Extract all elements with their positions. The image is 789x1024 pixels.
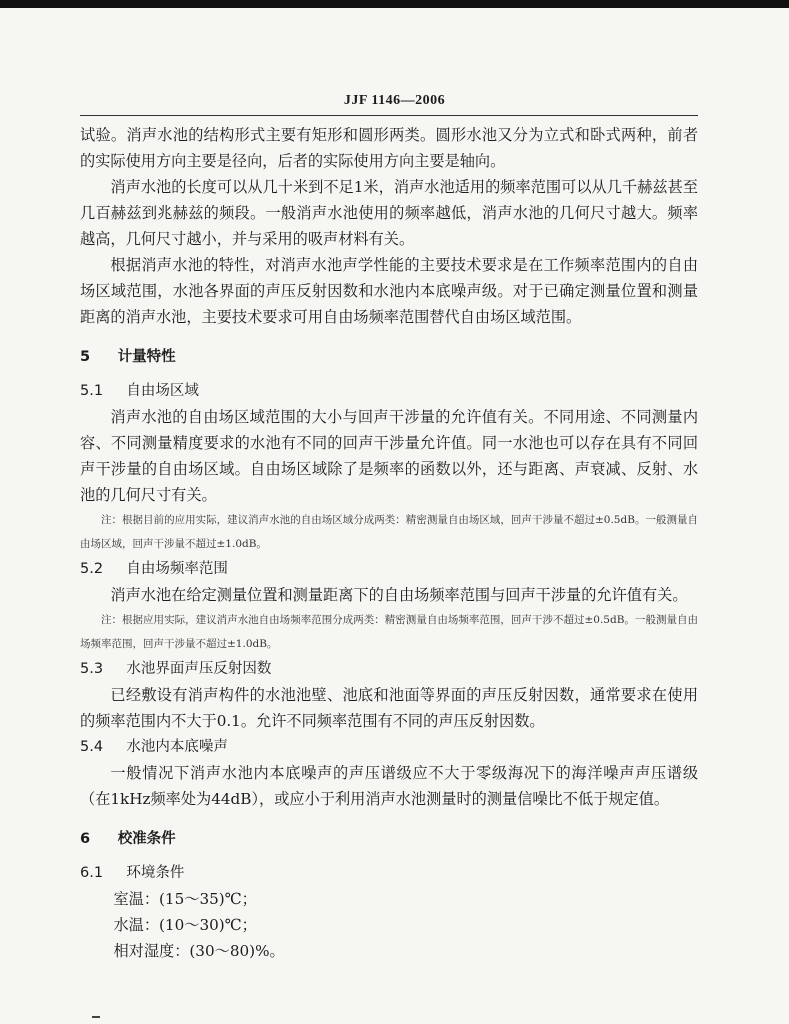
paragraph-requirements: 根据消声水池的特性，对消声水池声学性能的主要技术要求是在工作频率范围内的自由场区域范围，水池各界面的声压反射因数和水池内本底噪声级。对于已确定测量位置和测量距离的消声水池，主要技术要求可用自由场频率范围替代自由场区域范围。 — [80, 256, 698, 326]
section-5-1-note: 注：根据目前的应用实际，建议消声水池的自由场区域分成两类：精密测量自由场区域，回声干涉量不超过±0.5dB。一般测量自由场区域，回声干涉量不超过±1.0dB。 — [80, 514, 698, 550]
section-5-4-heading: 5.4 水池内本底噪声 — [80, 739, 228, 755]
section-5-2-note: 注：根据应用实际，建议消声水池自由场频率范围分成两类：精密测量自由场频率范围，回声干涉不超过±0.5dB。一般测量自由场频率范围，回声干涉量不超过±1.0dB。 — [80, 614, 698, 650]
section-6-1-heading: 6.1 环境条件 — [80, 865, 185, 881]
header-rule — [80, 115, 698, 116]
section-5-3-body: 已经敷设有消声构件的水池池壁、池底和池面等界面的声压反射因数，通常要求在使用的频率范围内不大于0.1。允许不同频率范围有不同的声压反射因数。 — [80, 686, 698, 730]
page-top-edge — [0, 0, 789, 8]
condition-room-temperature: 室温：(15～35)℃； — [113, 890, 257, 908]
section-5-1-heading: 5.1 自由场区域 — [80, 383, 199, 399]
paragraph-structure: 试验。消声水池的结构形式主要有矩形和圆形两类。圆形水池又分为立式和卧式两种，前者的实际使用方向主要是径向，后者的实际使用方向主要是轴向。 — [80, 126, 698, 170]
condition-relative-humidity: 相对湿度：(30～80)%。 — [113, 942, 285, 960]
section-5-heading: 5 计量特性 — [80, 349, 176, 365]
document-header: JJF 1146—2006 — [343, 93, 446, 108]
section-5-3-heading: 5.3 水池界面声压反射因数 — [80, 661, 272, 677]
section-5-4-body: 一般情况下消声水池内本底噪声的声压谱级应不大于零级海况下的海洋噪声声压谱级（在1kHz频率处为44dB），或应小于利用消声水池测量时的测量信噪比不低于规定值。 — [80, 764, 698, 808]
section-5-1-body: 消声水池的自由场区域范围的大小与回声干涉量的允许值有关。不同用途、不同测量内容、不同测量精度要求的水池有不同的回声干涉量允许值。同一水池也可以存在具有不同回声干涉量的自由场区域。自由场区域除了是频率的函数以外，还与距离、声衰减、反射、水池的几何尺寸有关。 — [80, 408, 698, 504]
section-6-heading: 6 校准条件 — [80, 831, 176, 847]
condition-water-temperature: 水温：(10～30)℃； — [113, 916, 257, 934]
section-5-2-heading: 5.2 自由场频率范围 — [80, 561, 228, 577]
section-5-2-body: 消声水池在给定测量位置和测量距离下的自由场频率范围与回声干涉量的允许值有关。 — [110, 586, 688, 604]
paragraph-size-frequency: 消声水池的长度可以从几十米到不足1米，消声水池适用的频率范围可以从几千赫兹甚至几百赫兹到兆赫兹的频段。一般消声水池使用的频率越低，消声水池的几何尺寸越大。频率越高，几何尺寸越小，并与采用的吸声材料有关。 — [80, 178, 698, 248]
page-content — [80, 122, 698, 964]
page-number-mark — [92, 1016, 100, 1018]
